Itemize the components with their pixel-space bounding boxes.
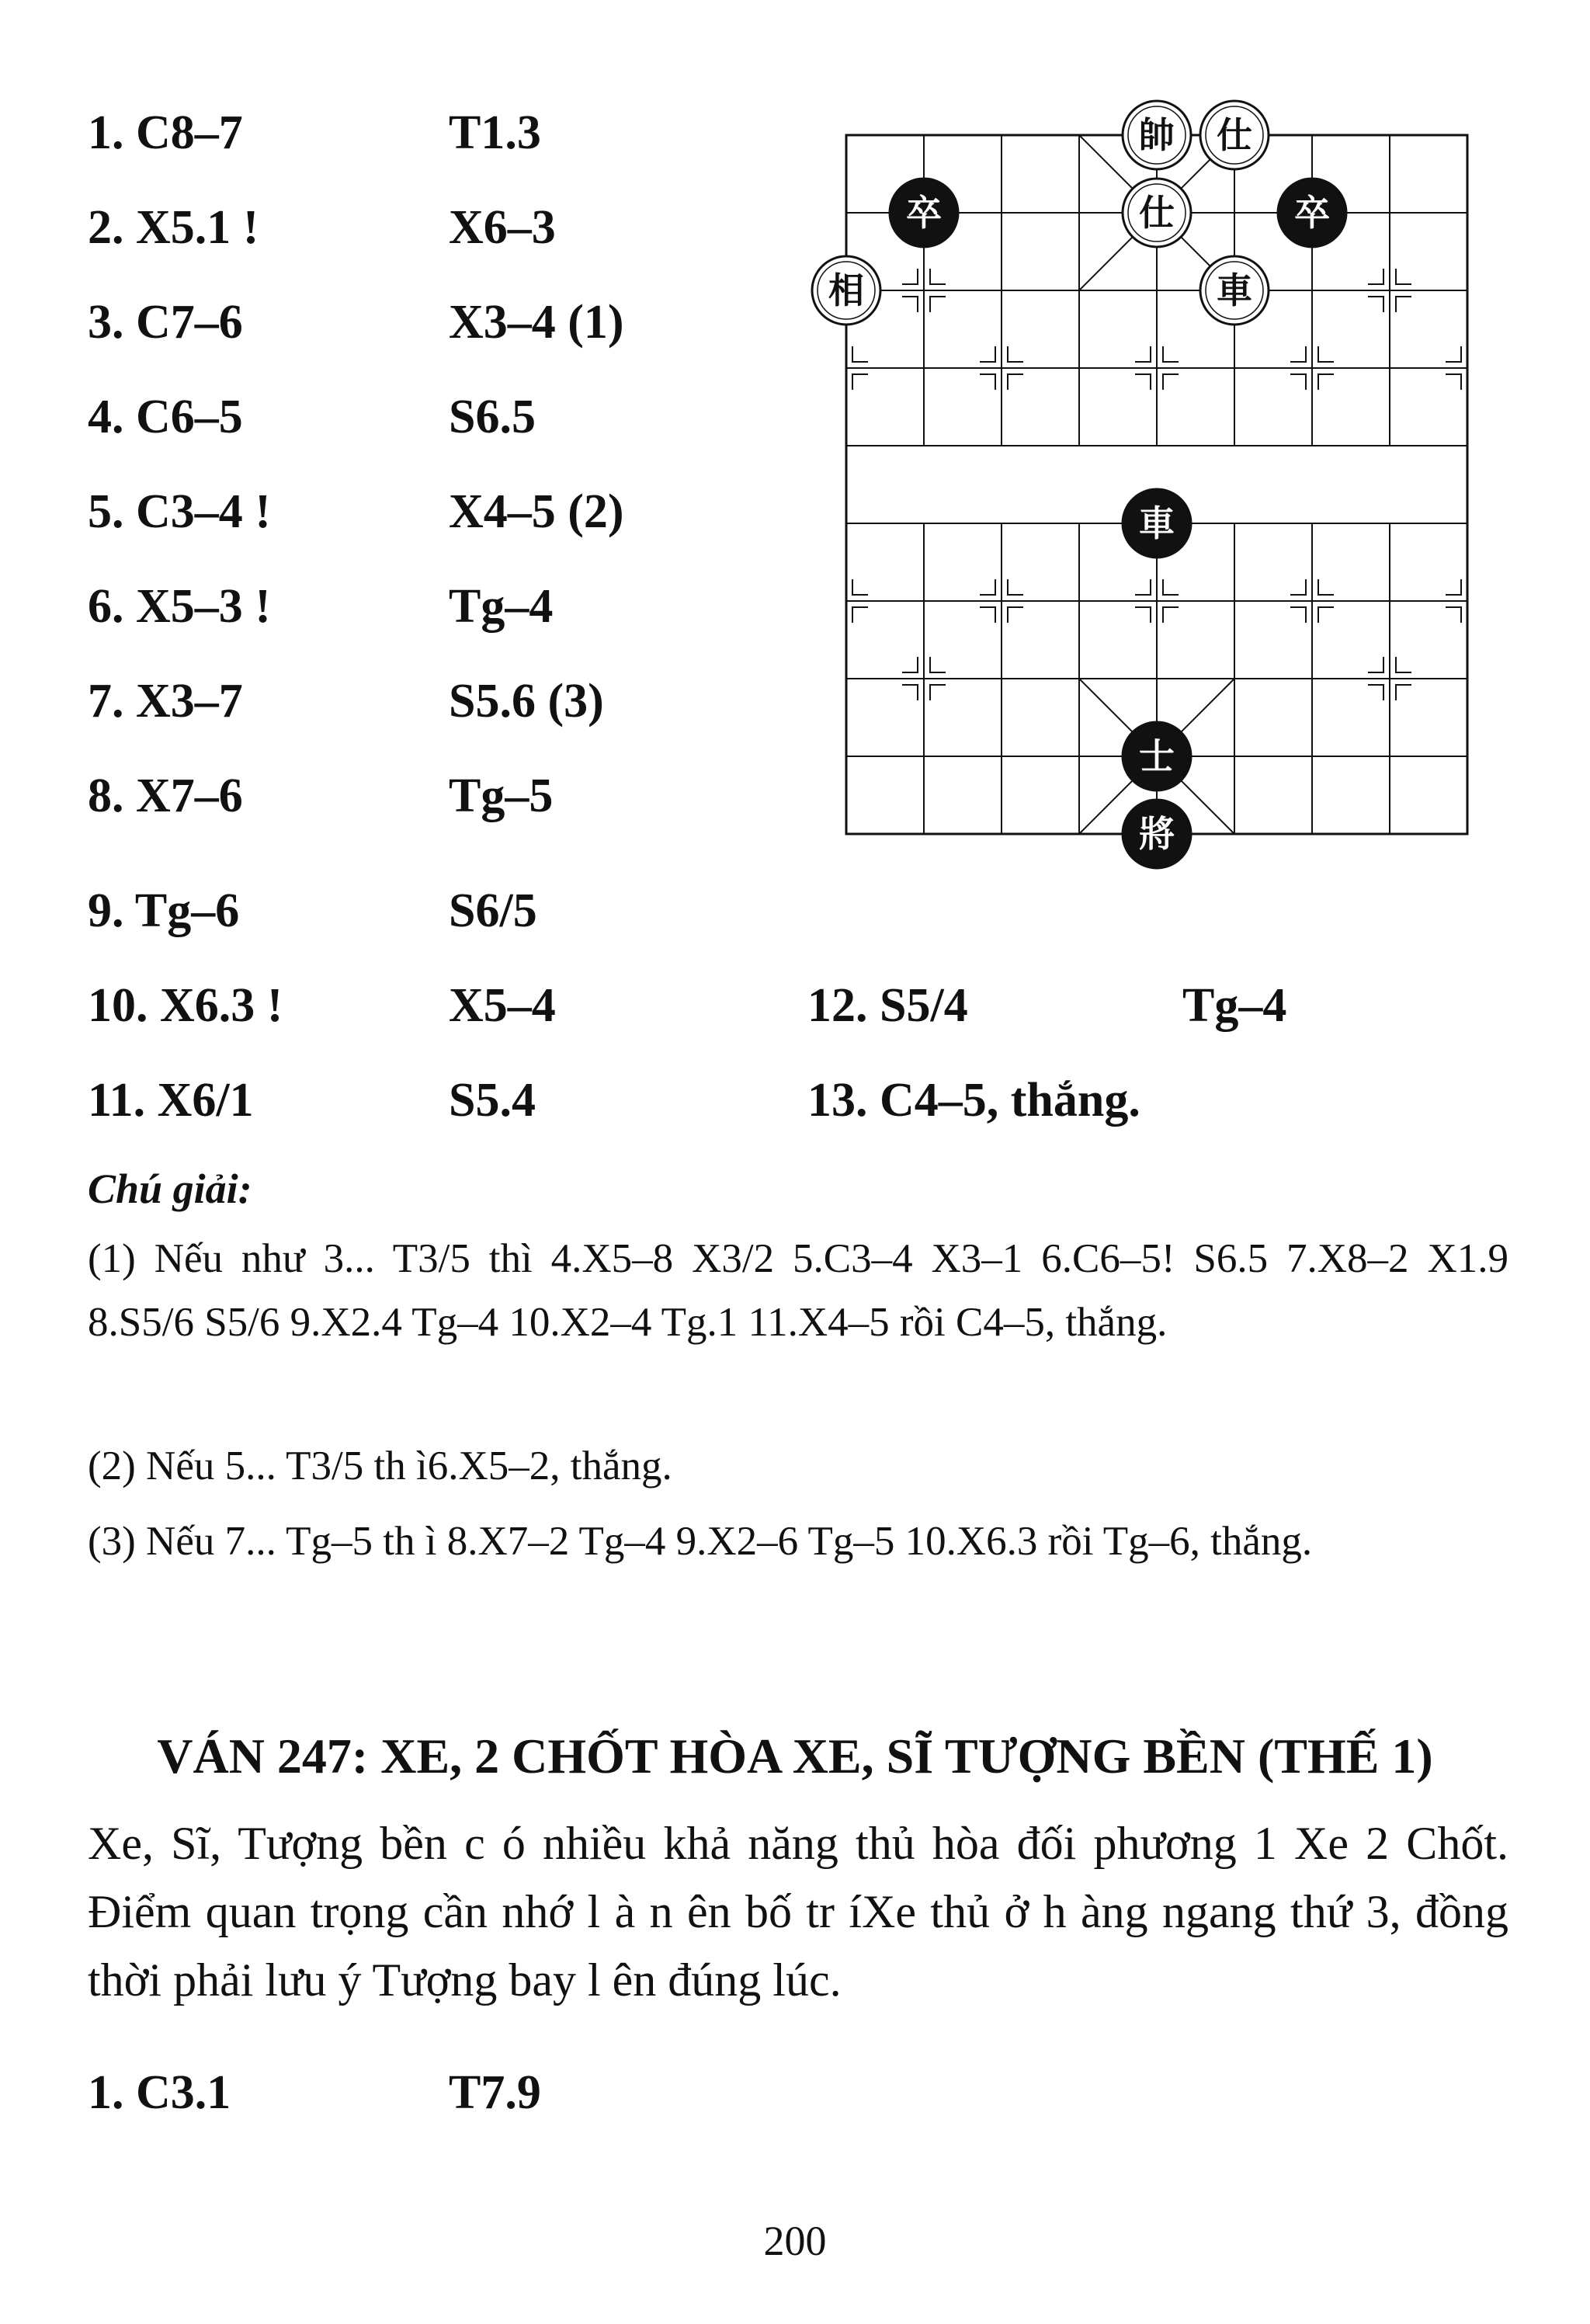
position-marker [1290, 579, 1306, 595]
move-13-white: 13. C4–5, thắng. [807, 1074, 1140, 1127]
position-marker [1135, 579, 1151, 595]
black-advisor [1123, 722, 1191, 790]
red-advisor [1200, 101, 1269, 169]
position-marker [1163, 374, 1179, 390]
xiangqi-board [800, 107, 1498, 884]
position-marker [1163, 346, 1179, 362]
move-10-black: X5–4 [449, 979, 556, 1032]
section-heading: VÁN 247: XE, 2 CHỐT HÒA XE, SĨ TƯỢNG BỀN (THẾ 1) [157, 1728, 1433, 1784]
position-marker [1318, 346, 1334, 362]
position-marker [1135, 374, 1151, 390]
position-marker [1318, 579, 1334, 595]
move-8-black: Tg–5 [449, 769, 554, 822]
position-marker [1446, 607, 1461, 623]
red-general [1123, 101, 1191, 169]
black-advisor-label: 士 [1139, 735, 1175, 777]
move-1-white: 1. C8–7 [88, 106, 243, 159]
position-marker [1446, 346, 1461, 362]
red-chariot [1200, 256, 1269, 325]
position-marker [1135, 346, 1151, 362]
move-7-black: S5.6 (3) [449, 675, 604, 728]
red-general-label: 帥 [1139, 114, 1175, 156]
move-9-white: 9. Tg–6 [88, 884, 240, 937]
red-elephant-label: 相 [828, 269, 864, 311]
position-marker [1008, 579, 1023, 595]
position-marker [1368, 297, 1383, 312]
move-12-white: 12. S5/4 [807, 979, 968, 1032]
red-elephant [812, 256, 880, 325]
move-6-white: 6. X5–3 ! [88, 580, 271, 633]
position-marker [852, 374, 868, 390]
position-marker [1318, 607, 1334, 623]
first-move-white: 1. C3.1 [88, 2066, 231, 2119]
position-marker [930, 657, 946, 672]
move-8-white: 8. X7–6 [88, 769, 243, 822]
position-marker [902, 685, 918, 700]
move-11-black: S5.4 [449, 1074, 536, 1127]
note-3: (3) Nếu 7... Tg–5 th ì 8.X7–2 Tg–4 9.X2–6 Tg–5 10.X6.3 rồi Tg–6, thắng. [88, 1519, 1313, 1564]
note-2: (2) Nếu 5... T3/5 th ì6.X5–2, thắng. [88, 1443, 672, 1489]
move-9-black: S6/5 [449, 884, 537, 937]
position-marker [980, 607, 995, 623]
position-marker [930, 269, 946, 284]
position-marker [1008, 607, 1023, 623]
section-intro: Xe, Sĩ, Tượng bền c ó nhiều khả năng thủ hòa đối phương 1 Xe 2 Chốt. Điểm quan trọng cần nhớ l à n ên bố tr íXe thủ ở h àng ngang thứ 3, đồng thời phải lưu ý Tượng bay l ên đúng lúc. [88, 1818, 1508, 2006]
position-marker [1446, 579, 1461, 595]
red-chariot-label: 車 [1217, 269, 1252, 311]
red-advisor [1123, 179, 1191, 247]
position-marker [980, 346, 995, 362]
position-marker [1396, 657, 1411, 672]
page-number: 200 [763, 2218, 827, 2264]
note-1: (1) Nếu như 3... T3/5 thì 4.X5–8 X3/2 5.C3–4 X3–1 6.C6–5! S6.5 7.X8–2 X1.9 8.S5/6 S5/6 9.X2.4 Tg–4 10.X2–4 Tg.1 11.X4–5 rồi C4–5, thắng. [88, 1236, 1508, 1345]
position-marker [1396, 685, 1411, 700]
move-4-white: 4. C6–5 [88, 391, 243, 443]
red-advisor-label: 仕 [1139, 192, 1175, 234]
move-2-white: 2. X5.1 ! [88, 201, 259, 254]
position-marker [980, 374, 995, 390]
black-soldier [890, 179, 958, 247]
position-marker [1008, 346, 1023, 362]
position-marker [930, 685, 946, 700]
move-5-black: X4–5 (2) [449, 485, 624, 538]
move-10-white: 10. X6.3 ! [88, 979, 283, 1032]
black-soldier-label: 卒 [1294, 192, 1330, 234]
position-marker [1290, 374, 1306, 390]
position-marker [980, 579, 995, 595]
position-marker [1368, 657, 1383, 672]
position-marker [902, 657, 918, 672]
move-12-black: Tg–4 [1182, 979, 1287, 1032]
move-7-white: 7. X3–7 [88, 675, 243, 728]
move-3-black: X3–4 (1) [449, 296, 624, 349]
position-marker [1290, 607, 1306, 623]
notes-title: Chú giải: [88, 1165, 252, 1212]
position-marker [852, 346, 868, 362]
position-marker [1008, 374, 1023, 390]
black-soldier-label: 卒 [906, 192, 942, 234]
position-marker [1396, 297, 1411, 312]
move-1-black: T1.3 [449, 106, 541, 159]
move-4-black: S6.5 [449, 391, 536, 443]
black-soldier [1278, 179, 1346, 247]
move-3-white: 3. C7–6 [88, 296, 243, 349]
red-advisor-label: 仕 [1217, 114, 1252, 156]
position-marker [1135, 607, 1151, 623]
black-chariot-label: 車 [1139, 502, 1175, 544]
black-chariot [1123, 489, 1191, 558]
position-marker [1163, 579, 1179, 595]
move-6-black: Tg–4 [449, 580, 554, 633]
position-marker [1368, 269, 1383, 284]
position-marker [1396, 269, 1411, 284]
position-marker [1318, 374, 1334, 390]
position-marker [1290, 346, 1306, 362]
first-move-black: T7.9 [449, 2066, 541, 2119]
black-general-label: 將 [1139, 813, 1175, 855]
move-5-white: 5. C3–4 ! [88, 485, 271, 538]
position-marker [852, 579, 868, 595]
move-2-black: X6–3 [449, 201, 556, 254]
position-marker [930, 297, 946, 312]
position-marker [1368, 685, 1383, 700]
position-marker [902, 269, 918, 284]
position-marker [1163, 607, 1179, 623]
position-marker [902, 297, 918, 312]
xiangqi-board-diagram [800, 107, 1498, 884]
position-marker [852, 607, 868, 623]
black-general [1123, 800, 1191, 868]
position-marker [1446, 374, 1461, 390]
move-11-white: 11. X6/1 [88, 1074, 254, 1127]
